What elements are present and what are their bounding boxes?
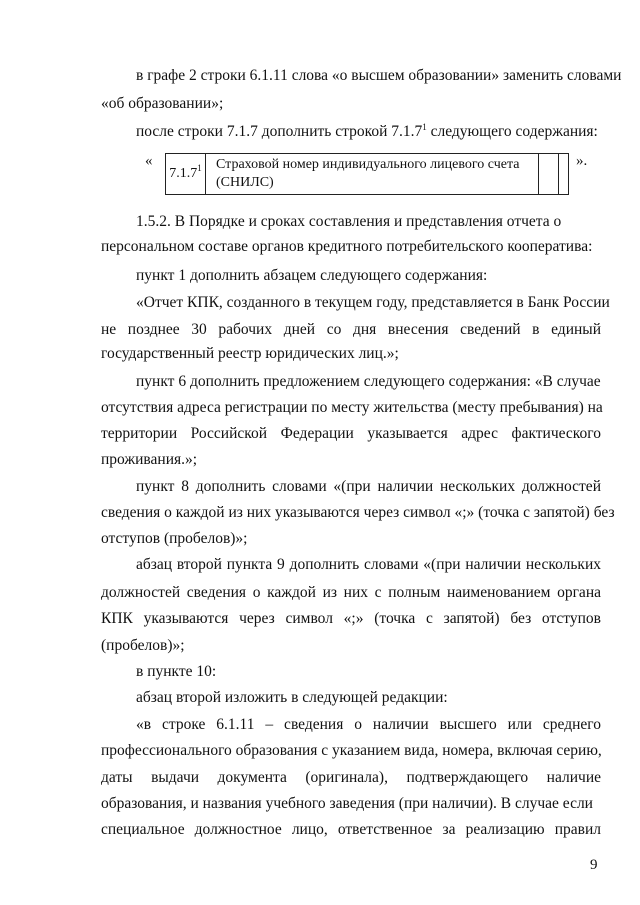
text-line: проживания.»; bbox=[101, 451, 198, 468]
text-line: в графе 2 строки 6.1.11 слова «о высшем образовании» заменить словами bbox=[136, 67, 622, 84]
text-line: не позднее 30 рабочих дней со дня внесения сведений в единый bbox=[101, 321, 601, 338]
text-line: 1.5.2. В Порядке и сроках составления и представления отчета о bbox=[136, 213, 562, 230]
text-line: (пробелов)»; bbox=[101, 637, 185, 654]
text-line: «Отчет КПК, созданного в текущем году, представляется в Банк России bbox=[136, 294, 610, 311]
text-line: отступов (пробелов)»; bbox=[101, 530, 248, 547]
text-line: персональном составе органов кредитного потребительского кооператива: bbox=[101, 238, 593, 255]
text-line: «в строке 6.1.11 – сведения о наличии высшего или среднего bbox=[136, 716, 601, 733]
row-number-cell: 7.1.7$^1$ bbox=[166, 154, 206, 194]
inserted-row-table bbox=[165, 153, 569, 195]
text-line: специальное должностное лицо, ответственное за реализацию правил bbox=[101, 821, 601, 838]
quote-open: « bbox=[145, 153, 153, 169]
text-line: даты выдачи документа (оригинала), подтверждающего наличие bbox=[101, 769, 601, 786]
text-line: после строки 7.1.7 дополнить строкой 7.1.7$^1$ следующего содержания: bbox=[136, 122, 598, 140]
text-line: пункт 8 дополнить словами «(при наличии нескольких должностей bbox=[136, 478, 601, 495]
text-line: образования, и названия учебного заведения (при наличии). В случае если bbox=[101, 795, 593, 812]
text-line: пункт 1 дополнить абзацем следующего содержания: bbox=[136, 267, 488, 284]
text-line: должностей сведения о каждой из них с полным наименованием органа bbox=[101, 584, 601, 601]
text-line: отсутствия адреса регистрации по месту жительства (месту пребывания) на bbox=[101, 399, 603, 416]
text-line: профессионального образования с указанием вида, номера, включая серию, bbox=[101, 742, 602, 759]
text-line: сведения о каждой из них указываются через символ «;» (точка с запятой) без bbox=[101, 504, 615, 521]
table-divider bbox=[558, 154, 559, 194]
page-number: 9 bbox=[590, 857, 598, 873]
text-line: пункт 6 дополнить предложением следующего содержания: «В случае bbox=[136, 373, 601, 390]
quote-close: ». bbox=[576, 153, 588, 169]
text-line: «об образовании»; bbox=[101, 95, 224, 112]
text-line: государственный реестр юридических лиц.»; bbox=[101, 345, 399, 362]
text-line: в пункте 10: bbox=[136, 663, 217, 680]
text-line: абзац второй пункта 9 дополнить словами «(при наличии нескольких bbox=[136, 556, 601, 573]
table-divider bbox=[538, 154, 539, 194]
text-line: территории Российской Федерации указывается адрес фактического bbox=[101, 425, 601, 442]
row-text-cell: Страховой номер индивидуального лицевого счета (СНИЛС) bbox=[216, 157, 520, 190]
text-line: КПК указываются через символ «;» (точка с запятой) без отступов bbox=[101, 610, 601, 627]
text-line: абзац второй изложить в следующей редакции: bbox=[136, 689, 448, 706]
